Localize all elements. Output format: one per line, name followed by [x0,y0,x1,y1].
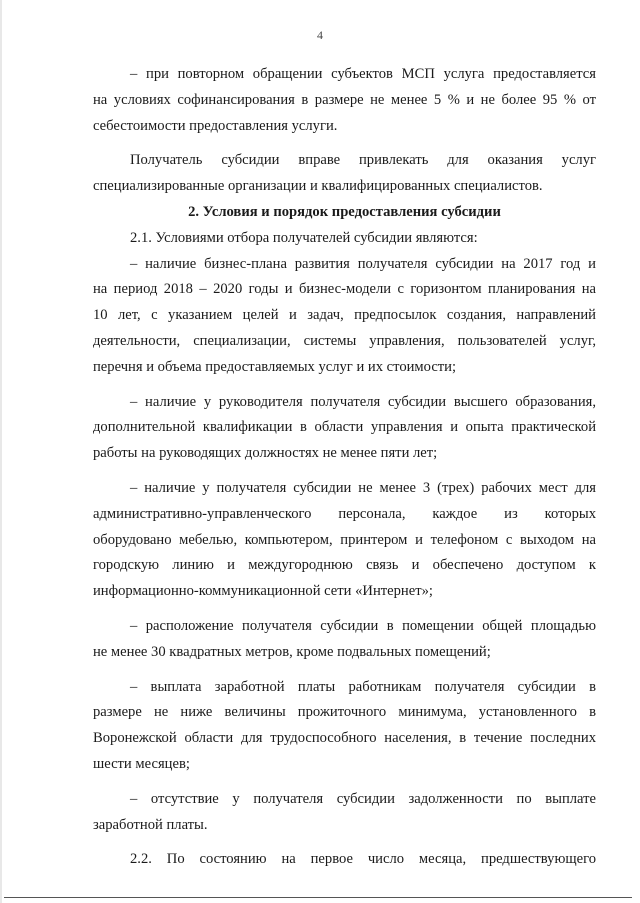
document-body [93,62,596,873]
text-line: заработной платы. [93,816,208,833]
paragraph-head-education [93,390,596,467]
text-line: административно-управленческого персонала, каждое из которых [93,505,596,522]
text-line: на период 2018 – 2020 годы и бизнес-модели с горизонтом планирования на [93,281,596,298]
text-line: городскую линию и междугороднюю связь и обеспечено доступом к [93,557,596,574]
text-line: 10 лет, с указанием целей и задач, предпосылок создания, направлений [93,307,596,324]
text-line: – наличие у руководителя получателя субсидии высшего образования, [130,393,596,410]
text-line: 2.1. Условиями отбора получателей субсидии являются: [130,229,478,246]
paragraph-no-debt [93,787,596,839]
paragraph-premises [93,614,596,666]
text-line: деятельности, специализации, системы управления, пользователей услуг, [93,332,596,349]
page-number: 4 [317,28,323,42]
paragraph-workplaces [93,476,596,605]
text-line: Воронежской области для трудоспособного населения, в течение последних [93,730,596,747]
paragraph-repeat-request [93,62,596,139]
text-line: – наличие бизнес-плана развития получателя субсидии на 2017 год и [130,255,596,272]
text-line: – при повторном обращении субъектов МСП услуга предоставляется [130,66,596,82]
text-line: работы на руководящих должностях не менее пяти лет; [93,445,438,462]
text-line: не менее 30 квадратных метров, кроме подвальных помещений; [93,643,491,660]
scan-edge [0,0,2,903]
text-line: – отсутствие у получателя субсидии задолженности по выплате [130,790,596,807]
text-line: размере не ниже величины прожиточного минимума, установленного в [93,704,596,721]
text-line: оборудовано мебелью, компьютером, принтером и телефоном с выходом на [93,531,596,548]
paragraph-wages [93,675,596,778]
text-line: 2.2. По состоянию на первое число месяца, предшествующего [130,851,596,868]
paragraph-2-2 [93,847,596,873]
text-line: перечня и объема предоставляемых услуг и их стоимости; [93,358,457,375]
paragraph-specialists [93,148,596,200]
text-line: – выплата заработной платы работникам получателя субсидии в [130,678,596,695]
text-line: – наличие у получателя субсидии не менее 3 (трех) рабочих мест для [130,479,596,496]
text-line: на условиях софинансирования в размере не менее 5 % и не более 95 % от [93,91,596,108]
section-heading: 2. Условия и порядок предоставления субсидии [188,203,501,220]
text-line: себестоимости предоставления услуги. [93,117,338,134]
paragraph-2-1 [93,226,596,252]
text-line: – расположение получателя субсидии в помещении общей площадью [130,617,596,634]
text-line: специализированные организации и квалифицированных специалистов. [93,178,543,195]
text-line: информационно-коммуникационной сети «Интернет»; [93,583,433,600]
paragraph-business-plan [93,252,596,381]
text-line: дополнительной квалификации в области управления и опыта практической [93,419,596,436]
bottom-rule [4,897,632,898]
text-line: шести месяцев; [93,755,190,772]
text-line: Получатель субсидии вправе привлекать для оказания услуг [130,152,596,169]
